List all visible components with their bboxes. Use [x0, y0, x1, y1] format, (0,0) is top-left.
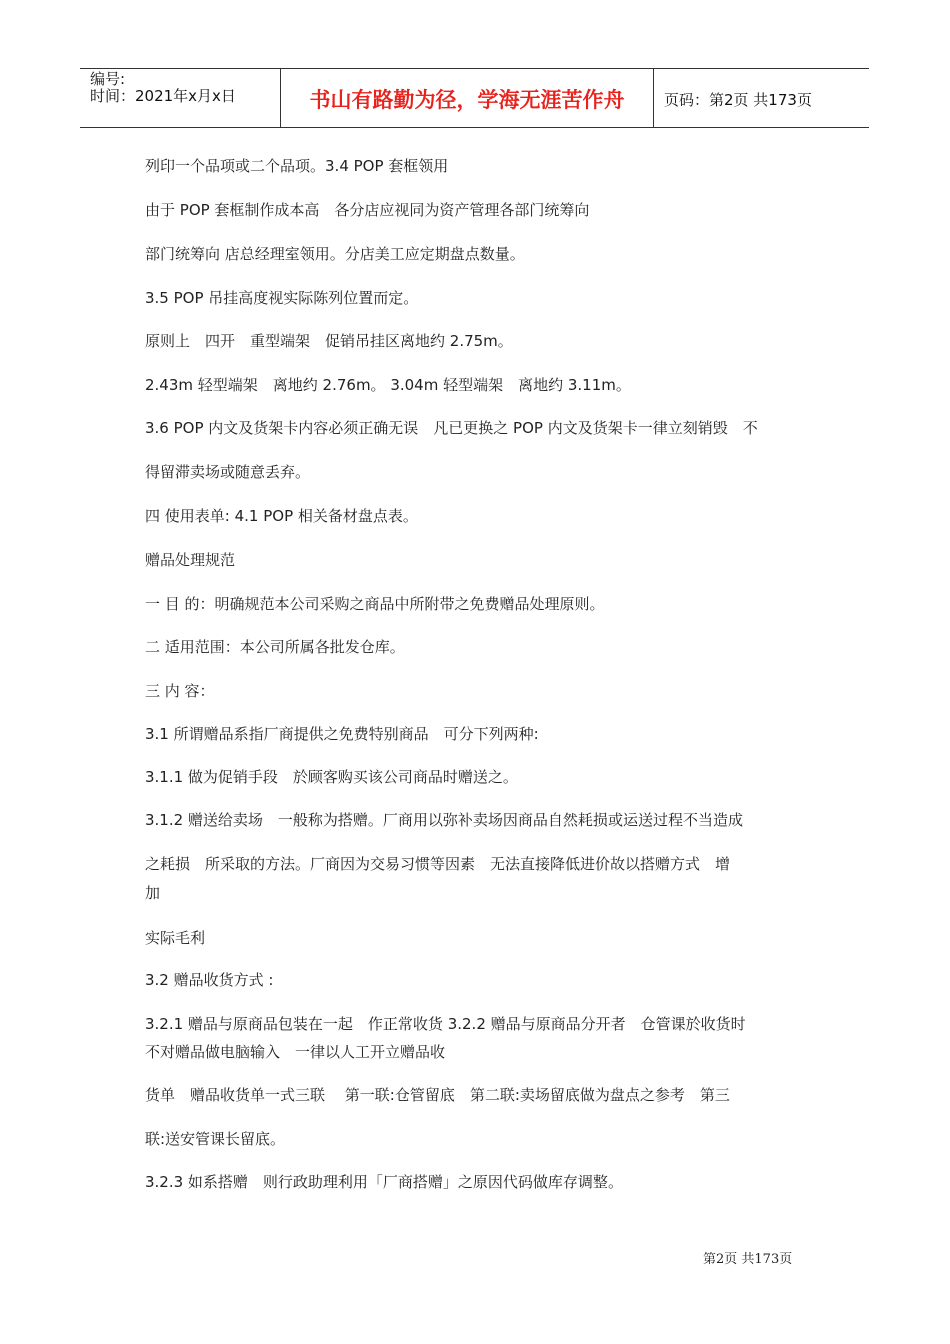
- body-line: 三 内 容：: [145, 682, 215, 700]
- body-line: 3.2 赠品收货方式 :: [145, 971, 274, 989]
- body-line: 加: [145, 884, 161, 902]
- body-line: 货单 赠品收货单一式三联 第一联:仓管留底 第二联:卖场留底做为盘点之参考 第三: [145, 1086, 730, 1104]
- body-line: 3.1 所谓赠品系指厂商提供之免费特别商品 可分下列两种:: [145, 725, 539, 743]
- body-line: 3.1.1 做为促销手段 於顾客购买该公司商品时赠送之。: [145, 768, 518, 786]
- body-line: 2.43m 轻型端架 离地约 2.76m。 3.04m 轻型端架 离地约 3.11m。: [145, 376, 631, 394]
- body-line: 二 适用范围：本公司所属各批发仓库。: [145, 638, 405, 656]
- body-line: 3.2.1 赠品与原商品包装在一起 作正常收货 3.2.2 赠品与原商品分开者 仓管课於收货时: [145, 1015, 746, 1033]
- body-line: 3.5 POP 吊挂高度视实际陈列位置而定。: [145, 289, 419, 307]
- body-line: 不对赠品做电脑输入 一律以人工开立赠品收: [145, 1043, 446, 1061]
- body-line: 之耗损 所采取的方法。厂商因为交易习惯等因素 无法直接降低进价故以搭赠方式 增: [145, 855, 731, 873]
- header-meta: [80, 69, 281, 127]
- body-line: 3.2.3 如系搭赠 则行政助理利用「厂商搭赠」之原因代码做库存调整。: [145, 1173, 623, 1191]
- body-line: 四 使用表单: 4.1 POP 相关备材盘点表。: [145, 507, 418, 525]
- motto: 书山有路勤为径，学海无涯苦作舟: [281, 69, 654, 127]
- body-line: 一 目 的：明确规范本公司采购之商品中所附带之免费赠品处理原则。: [145, 595, 605, 613]
- body-line: 得留滞卖场或随意丢弃。: [145, 463, 311, 481]
- code-label: 编号:: [90, 70, 126, 88]
- body-line: 联:送安管课长留底。: [145, 1130, 286, 1148]
- body-line: 实际毛利: [145, 929, 206, 947]
- body-line: 部门统筹向 店总经理室领用。分店美工应定期盘点数量。: [145, 245, 525, 263]
- body-line: 3.1.2 赠送给卖场 一般称为搭赠。厂商用以弥补卖场因商品自然耗损或运送过程不当造成: [145, 811, 743, 829]
- body-line: 原则上 四开 重型端架 促销吊挂区离地约 2.75m。: [145, 332, 513, 350]
- page-indicator: 页码：第2页 共173页: [664, 90, 812, 109]
- page-footer: 第2页 共173页: [703, 1252, 793, 1267]
- body-line: 列印一个品项或二个品项。3.4 POP 套框领用: [145, 157, 449, 175]
- body-line: 3.6 POP 内文及货架卡内容必须正确无误 凡已更换之 POP 内文及货架卡一律立刻销毁 不: [145, 419, 758, 437]
- document-header: [80, 68, 869, 128]
- body-line: 由于 POP 套框制作成本高 各分店应视同为资产管理各部门统筹向: [145, 201, 590, 219]
- time-label: 时间：2021年x月x日: [90, 87, 236, 105]
- section-title: 赠品处理规范: [145, 551, 236, 569]
